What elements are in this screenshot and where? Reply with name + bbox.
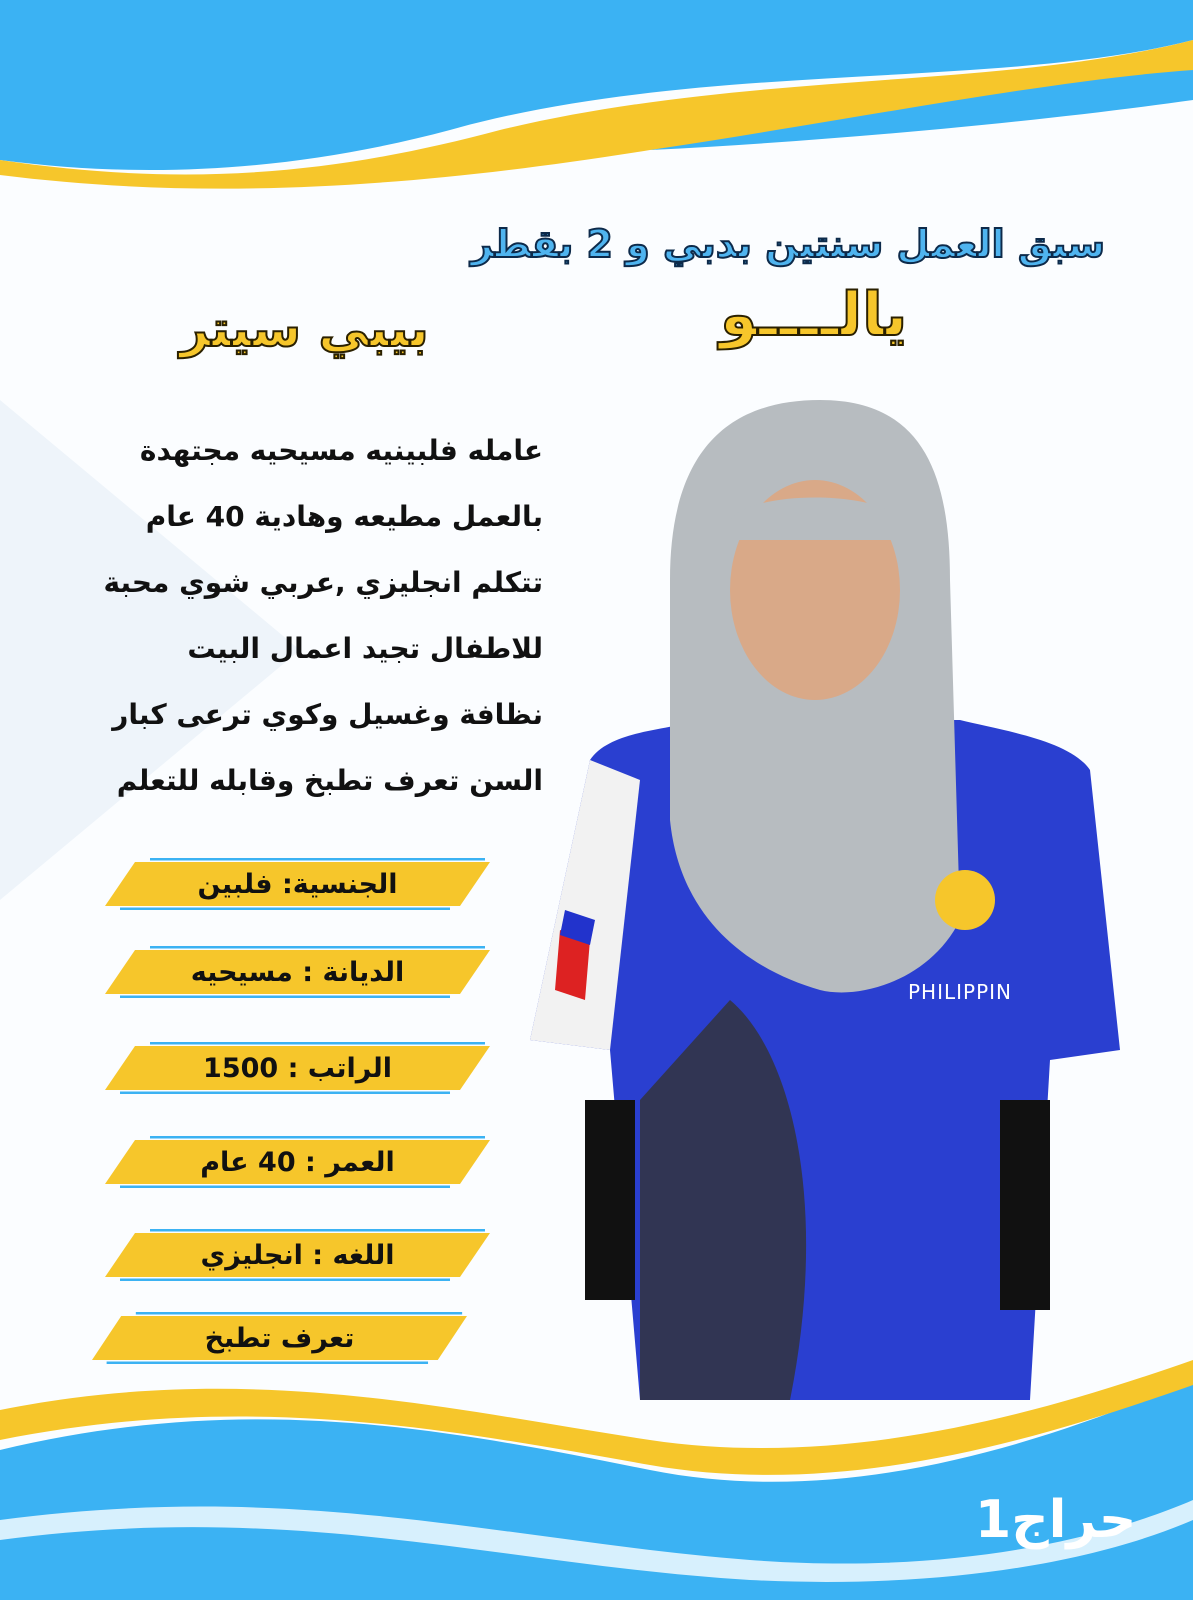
info-badge <box>92 1312 467 1364</box>
info-badge-text: الجنسية: فلبين <box>197 868 398 900</box>
shirt-text: PHILIPPIN <box>908 980 1013 1004</box>
info-badge <box>105 858 490 910</box>
description <box>103 418 543 814</box>
description-line: نظافة وغسيل وكوي ترعى كبار <box>112 698 543 731</box>
info-badge-text: تعرف تطبخ <box>204 1322 355 1354</box>
description-line: السن تعرف تطبخ وقابله للتعلم <box>116 764 543 797</box>
worker-name: يالــــو <box>720 280 908 350</box>
info-badge-text: الديانة : مسيحيه <box>190 956 405 988</box>
description-line: للاطفال تجيد اعمال البيت <box>187 632 543 665</box>
info-badge-text: الراتب : 1500 <box>203 1052 392 1084</box>
info-badge <box>105 1229 490 1281</box>
description-line: عامله فلبينيه مسيحيه مجتهدة <box>139 434 543 467</box>
experience-heading: سبق العمل سنتين بدبي و 2 بقطر <box>470 222 1105 266</box>
info-badge <box>105 946 490 998</box>
info-badge-text: اللغه : انجليزي <box>200 1239 395 1271</box>
info-badge <box>105 1136 490 1188</box>
info-badge-text: العمر : 40 عام <box>200 1146 395 1178</box>
info-badge <box>105 1042 490 1094</box>
site-logo: حراج1 <box>975 1490 1137 1550</box>
worker-photo <box>530 400 1130 1400</box>
description-line: تتكلم انجليزي ,عربي شوي محبة <box>103 566 543 599</box>
job-title: بيبي سيتر <box>180 300 429 358</box>
description-line: بالعمل مطيعه وهادية 40 عام <box>145 500 543 533</box>
